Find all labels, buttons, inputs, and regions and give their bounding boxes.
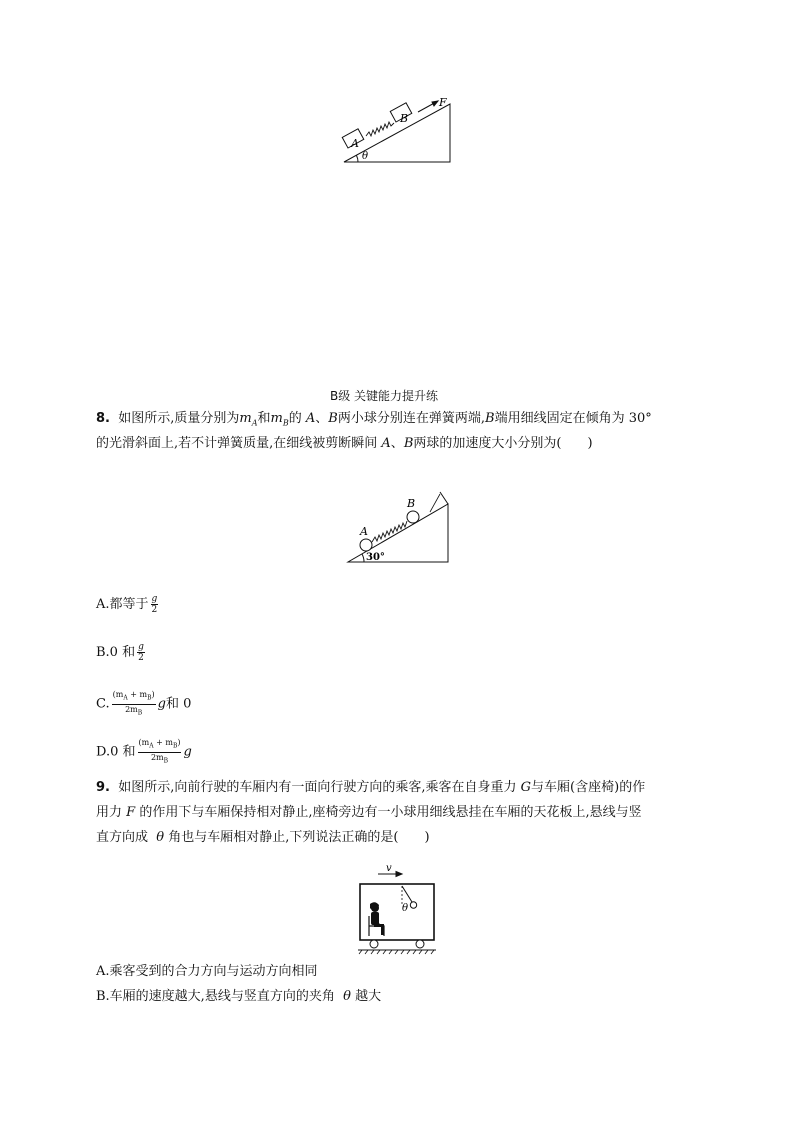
fig8-angle-label: 30° [366, 552, 385, 563]
question-8-line-1: 8. 如图所示,质量分别为$m_A$和$m_B$的 A、B两小球分别连在弹簧两端,B端用细线固定在倾角为 30° [96, 411, 652, 428]
fig7-label-a: A [351, 137, 359, 150]
question-9-line-3: 直方向成 θ 角也与车厢相对静止,下列说法正确的是( ) [96, 830, 430, 845]
q8-option-a[interactable]: A.都等于 $\frac{g}{2}$ [96, 594, 158, 615]
fig7-label-f: F [439, 96, 447, 109]
fraction-g-over-2: $\frac{g}{2}$ [138, 642, 144, 663]
question-8-line-2: 的光滑斜面上,若不计弹簧质量,在细线被剪断瞬间 A、B两球的加速度大小分别为( ) [96, 436, 593, 451]
fig9-label-theta: θ [402, 903, 409, 914]
section-title: B级 关键能力提升练 [330, 389, 439, 403]
fig8-label-a: A [360, 525, 368, 538]
train-car-figure [356, 864, 438, 956]
q8-option-c[interactable]: C. $\frac{(m_A + m_B)}{2m_B}$ g和 0 [96, 690, 192, 717]
fraction-mass-ratio: $\frac{(m_A + m_B)}{2m_B}$ [138, 738, 181, 765]
q8-option-d[interactable]: D.0 和 $\frac{(m_A + m_B)}{2m_B}$ g [96, 738, 192, 765]
question-9-number: 9. [96, 780, 110, 795]
fig9-label-v: v [386, 864, 392, 874]
question-9-line-2: 用力 F 的作用下与车厢保持相对静止,座椅旁边有一小球用细线悬挂在车厢的天花板上,悬线与竖 [96, 805, 642, 820]
fraction-mass-ratio: $\frac{(m_A + m_B)}{2m_B}$ [112, 690, 155, 717]
question-9-line-1: 9. 如图所示,向前行驶的车厢内有一面向行驶方向的乘客,乘客在自身重力 G与车厢(含座椅)的作 [96, 780, 646, 795]
fig7-label-theta: θ [362, 151, 369, 162]
q9-option-a[interactable]: A.乘客受到的合力方向与运动方向相同 [96, 964, 318, 979]
incline-balls-figure [344, 490, 452, 568]
passenger-icon [370, 902, 384, 935]
q9-option-b[interactable]: B.车厢的速度越大,悬线与竖直方向的夹角 θ 越大 [96, 989, 382, 1004]
incline-blocks-figure [338, 96, 458, 168]
fig8-label-b: B [407, 497, 416, 510]
fraction-g-over-2: $\frac{g}{2}$ [151, 594, 158, 615]
fig7-label-b: B [400, 112, 409, 125]
q8-option-b[interactable]: B.0 和 $\frac{g}{2}$ [96, 642, 144, 663]
question-8-number: 8. [96, 411, 110, 426]
